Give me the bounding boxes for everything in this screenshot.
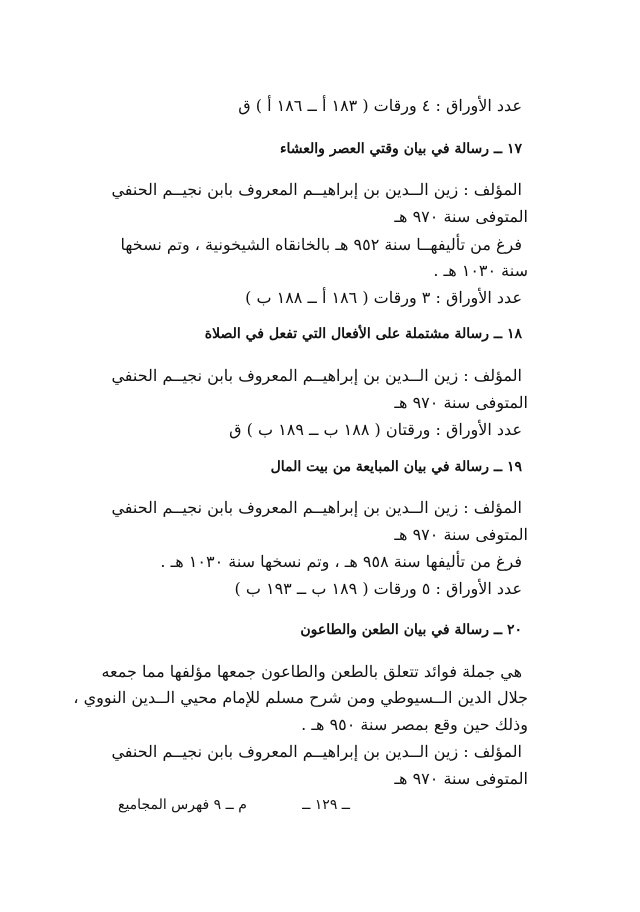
composition-line: فرغ من تأليفها سنة ٩٥٨ هـ ، وتم نسخها سنة ١٠٣٠ هـ . [160, 552, 522, 571]
author-line: المؤلف : زين الــدين بن إبراهيــم المعروف بابن نجيــم الحنفي [111, 498, 522, 517]
signature-mark: م ــ ٩ فهرس المجاميع [118, 797, 247, 813]
author-line: المؤلف : زين الــدين بن إبراهيــم المعروف بابن نجيــم الحنفي [111, 366, 522, 385]
folio-count-line: عدد الأوراق : ٣ ورقات ( ١٨٦ أ ــ ١٨٨ ب ) [245, 288, 522, 307]
death-year-line: المتوفى سنة ٩٧٠ هـ [394, 207, 528, 226]
copy-year-line: سنة ١٠٣٠ هـ . [433, 261, 528, 280]
description-line: وذلك حين وقع بمصر سنة ٩٥٠ هـ . [301, 715, 528, 734]
death-year-line: المتوفى سنة ٩٧٠ هـ [394, 525, 528, 544]
entry-heading-19: ١٩ ــ رسالة في بيان المبايعة من بيت المال [270, 459, 522, 475]
folio-count-line: عدد الأوراق : ٥ ورقات ( ١٨٩ ب ــ ١٩٣ ب ) [234, 579, 522, 598]
composition-line: فرغ من تأليفهــا سنة ٩٥٢ هـ بالخانقاه الشيخونية ، وتم نسخها [120, 235, 522, 254]
description-line: هي جملة فوائد تتعلق بالطعن والطاعون جمعها مؤلفها مما جمعه [101, 662, 522, 681]
description-line: جلال الدين الــسيوطي ومن شرح مسلم للإمام محيي الــدين النووي ، [73, 688, 528, 707]
author-line: المؤلف : زين الــدين بن إبراهيــم المعروف بابن نجيــم الحنفي [111, 742, 522, 761]
page-number: ــ ١٢٩ ــ [302, 797, 350, 813]
entry-heading-17: ١٧ ــ رسالة في بيان وقتي العصر والعشاء [279, 141, 522, 157]
entry-heading-20: ٢٠ ــ رسالة في بيان الطعن والطاعون [300, 622, 522, 638]
entry-heading-18: ١٨ ــ رسالة مشتملة على الأفعال التي تفعل في الصلاة [204, 326, 522, 342]
death-year-line: المتوفى سنة ٩٧٠ هـ [394, 393, 528, 412]
death-year-line: المتوفى سنة ٩٧٠ هـ [394, 769, 528, 788]
folio-count-line: عدد الأوراق : ورقتان ( ١٨٨ ب ــ ١٨٩ ب ) ق [229, 420, 522, 439]
author-line: المؤلف : زين الــدين بن إبراهيــم المعروف بابن نجيــم الحنفي [111, 180, 522, 199]
folio-count-line: عدد الأوراق : ٤ ورقات ( ١٨٣ أ ــ ١٨٦ أ ) ق [238, 96, 522, 115]
